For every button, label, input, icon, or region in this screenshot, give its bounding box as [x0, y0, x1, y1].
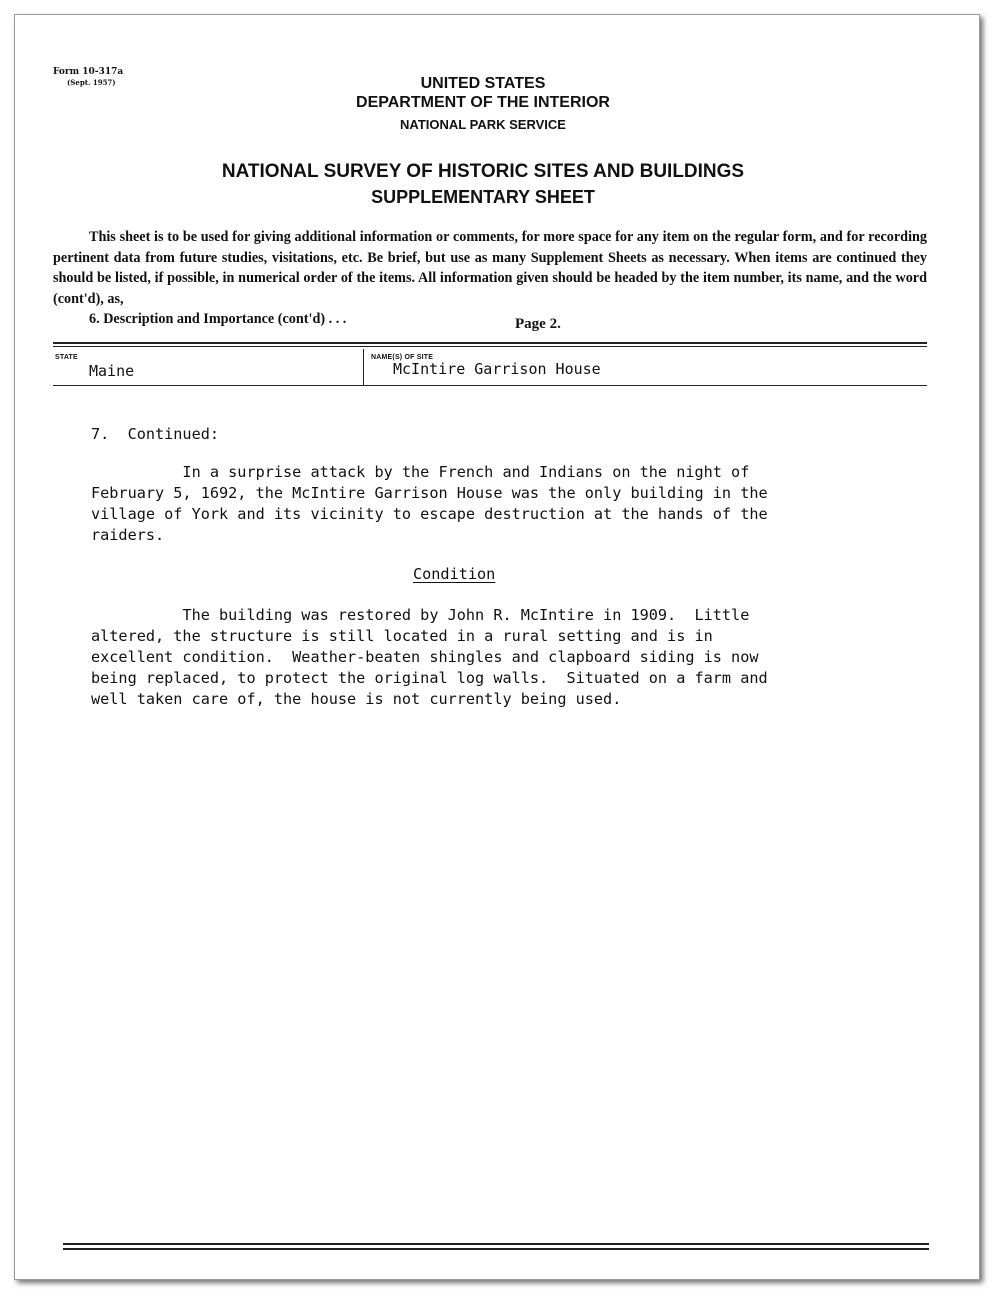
department-heading: DEPARTMENT OF THE INTERIOR	[356, 94, 610, 111]
page-number: Page 2.	[515, 316, 561, 332]
agency-heading: UNITED STATES	[420, 75, 546, 92]
survey-title: NATIONAL SURVEY OF HISTORIC SITES AND BUILDINGS	[221, 161, 745, 182]
instructions-paragraph	[53, 227, 927, 330]
instructions-text: This sheet is to be used for giving additional information or comments, for more space for any item on the regular form, and for recording pertinent data from future studies, visitations, etc. Be brief, but use as many Supplement Sheets as necessary. When items are continued they should be listed, if possible, in numerical order of the items. All information given should be headed by the item number, its name, and the word (cont'd), as,	[53, 229, 927, 307]
service-heading: NATIONAL PARK SERVICE	[400, 117, 566, 132]
bottom-double-rule	[63, 1243, 929, 1250]
document-page	[14, 14, 980, 1280]
form-date: (Sept. 1957)	[67, 78, 116, 87]
field-column-divider	[363, 349, 364, 386]
condition-heading: Condition	[413, 565, 496, 583]
condition-paragraph: The building was restored by John R. McIntire in 1909. Little altered, the structure is still located in a rural setting and is in excellent condition. Weather-beaten shingles and clapboard siding is now being replaced, to protect the original log walls. Situated on a farm and well taken care of, the house is not currently being used.	[91, 606, 768, 708]
state-value: Maine	[89, 362, 135, 380]
item-heading: 7. Continued:	[91, 425, 220, 443]
history-paragraph: In a surprise attack by the French and Indians on the night of February 5, 1692, the McIntire Garrison House was the only building in the village of York and its vicinity to escape destruction at the hands of the raiders.	[91, 463, 768, 544]
form-number-text: Form 10-317a	[53, 67, 124, 77]
top-double-rule	[53, 342, 927, 347]
state-label: STATE	[55, 354, 78, 361]
instructions-example: 6. Description and Importance (cont'd) . . .	[89, 311, 347, 327]
field-bottom-rule	[53, 385, 927, 386]
site-name-label: NAME(S) OF SITE	[371, 354, 434, 361]
site-name-value: McIntire Garrison House	[393, 360, 601, 378]
sheet-title: SUPPLEMENTARY SHEET	[371, 187, 595, 207]
